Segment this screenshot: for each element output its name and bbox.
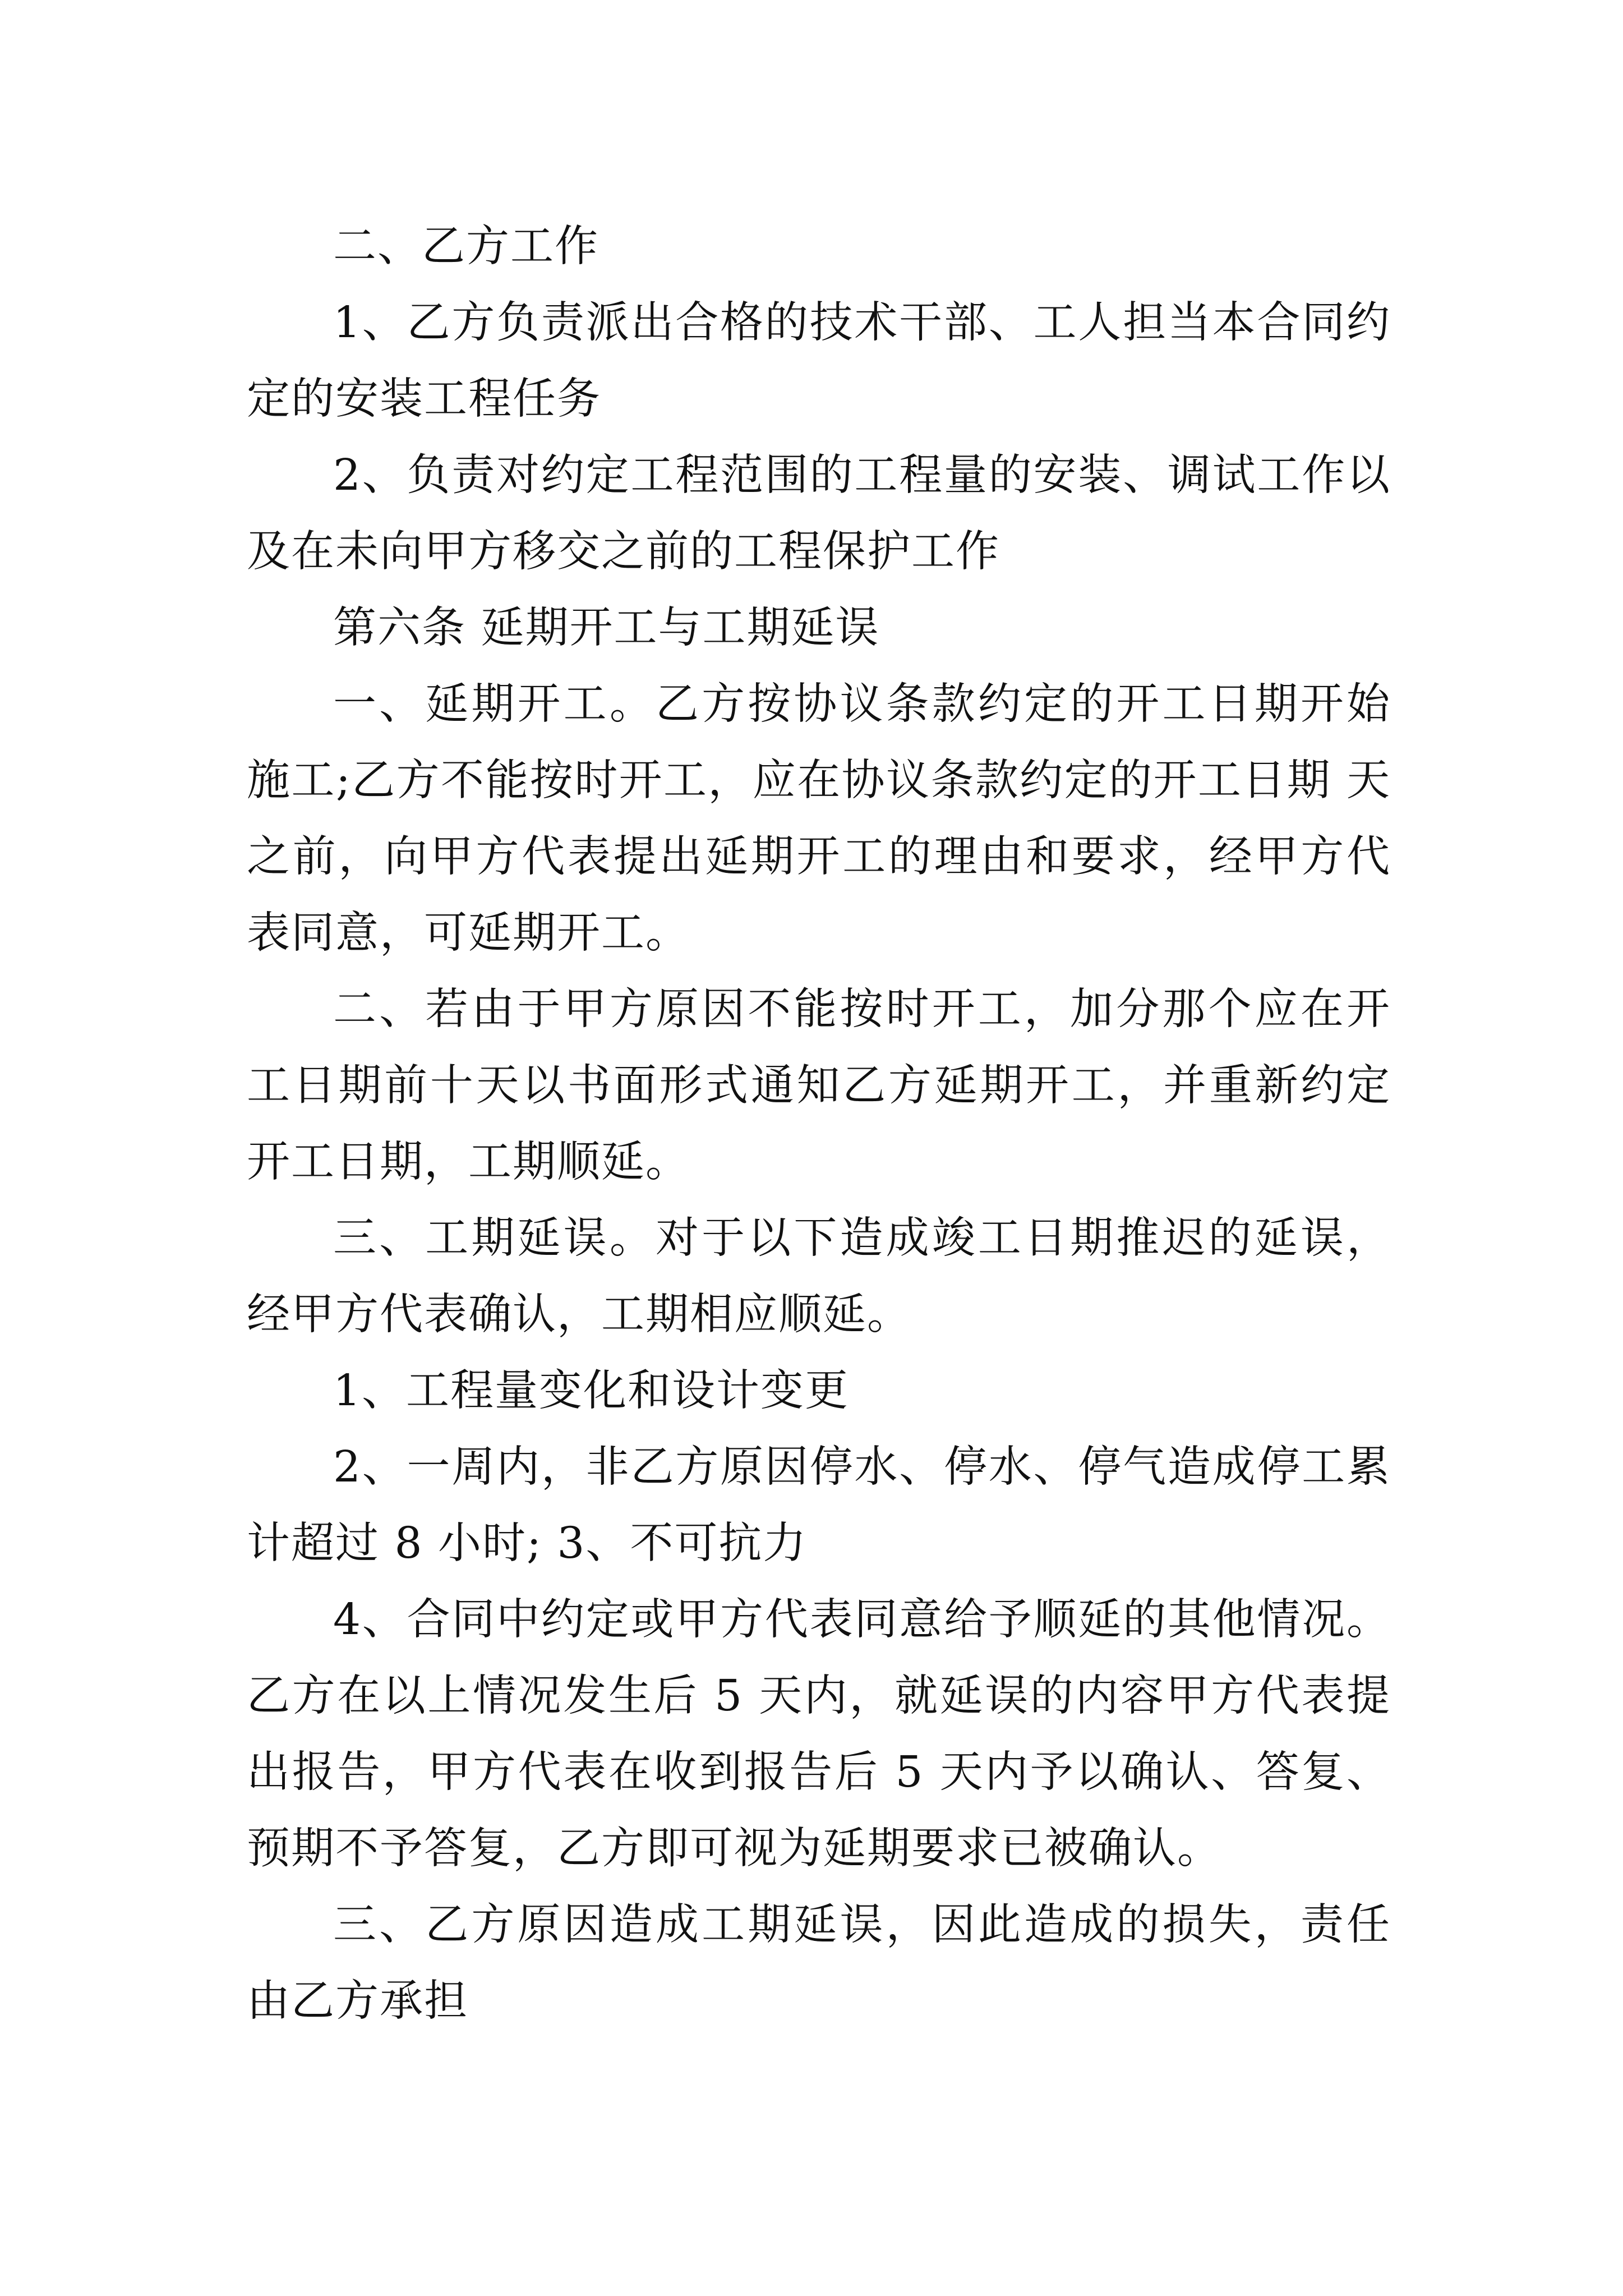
section-heading-party-b-work: 二、乙方工作 (333, 222, 599, 272)
paragraph-item-1: 1、乙方负责派出合格的技术干部、工人担当本合同约定的安装工程任务 (247, 298, 1391, 424)
document-body (247, 209, 1391, 2040)
paragraph-delay-reason-1: 1、工程量变化和设计变更 (333, 1366, 849, 1416)
article-heading-6: 第六条 延期开工与工期延误 (333, 603, 880, 653)
paragraph-item-2: 2、负责对约定工程范围的工程量的安装、调试工作以及在未向甲方移交之前的工程保护工作 (247, 450, 1391, 577)
paragraph-party-b-liability: 三、乙方原因造成工期延误，因此造成的损失，责任由乙方承担 (247, 1900, 1391, 2026)
paragraph-party-a-delay: 二、若由于甲方原因不能按时开工，加分那个应在开工日期前十天以书面形式通知乙方延期开工，并重新约定开工日期，工期顺延。 (247, 984, 1391, 1187)
paragraph-schedule-delay: 三、工期延误。对于以下造成竣工日期推迟的延误，经甲方代表确认，工期相应顺延。 (247, 1213, 1391, 1340)
paragraph-delay-reason-4: 4、合同中约定或甲方代表同意给予顺延的其他情况。乙方在以上情况发生后 5 天内，就延误的内容甲方代表提出报告，甲方代表在收到报告后 5 天内予以确认、答复、预期不予答复，乙方即可视为延期要求已被确认。 (247, 1595, 1391, 1874)
paragraph-delayed-start: 一、延期开工。乙方按协议条款约定的开工日期开始施工;乙方不能按时开工，应在协议条款约定的开工日期 天之前，向甲方代表提出延期开工的理由和要求，经甲方代表同意，可延期开工。 (247, 679, 1391, 958)
paragraph-delay-reason-2-3: 2、一周内，非乙方原因停水、停水、停气造成停工累计超过 8 小时; 3、不可抗力 (247, 1442, 1391, 1568)
